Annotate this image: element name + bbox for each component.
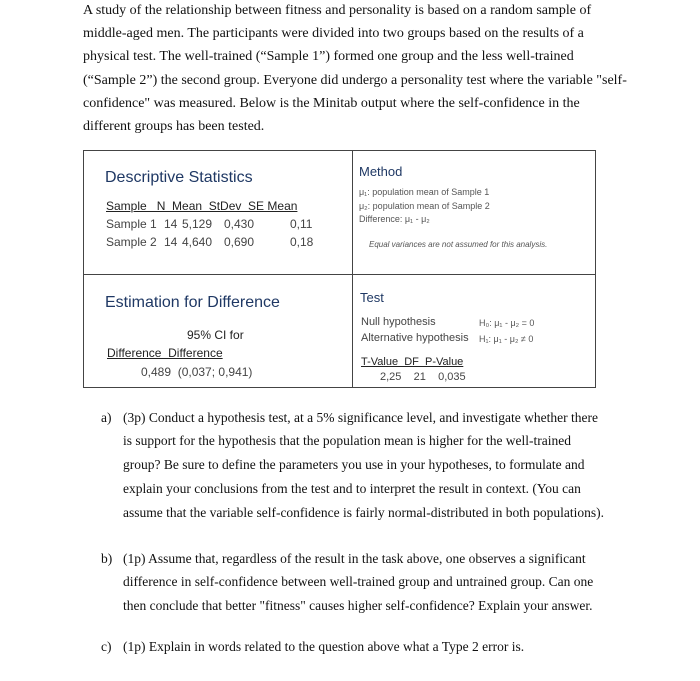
ci-label: 95% CI for: [187, 328, 244, 342]
question-label: a): [101, 410, 112, 425]
null-hypothesis-value: H₀: μ₁ - μ₂ = 0: [479, 318, 535, 328]
stdev-cell: 0,430: [224, 217, 255, 231]
method-note: Equal variances are not assumed for this analysis.: [369, 240, 548, 249]
estimation-title: Estimation for Difference: [105, 294, 280, 311]
method-difference: Difference: μ₁ - μ₂: [359, 214, 430, 224]
vertical-divider: [352, 151, 353, 387]
question-line: (1p) Assume that, regardless of the result in the task above, one observes a significant: [123, 551, 586, 566]
stdev-cell: 0,690: [224, 235, 255, 249]
n-cell: 14: [164, 217, 178, 231]
question-line: (1p) Explain in words related to the question above what a Type 2 error is.: [123, 639, 525, 654]
estimation-value: 0,489 (0,037; 0,941): [141, 365, 253, 379]
intro-line: physical test. The well-trained (“Sample 1”) formed one group and the less well-trained: [83, 49, 574, 64]
test-title: Test: [360, 290, 384, 305]
question-line: difference in self-confidence between well-trained group and untrained group. Can one: [123, 574, 594, 589]
horizontal-divider: [84, 274, 595, 275]
question-line: explain your conclusions from the test and to interpret the result in context. (You can: [123, 481, 581, 496]
method-mu1: μ₁: population mean of Sample 1: [359, 187, 490, 197]
sample-cell: Sample 1: [106, 217, 157, 231]
intro-line: confidence" was measured. Below is the Minitab output where the self-confidence in the: [83, 96, 580, 111]
alt-hypothesis-value: H₁: μ₁ - μ₂ ≠ 0: [479, 334, 534, 344]
test-table-values: 2,25 21 0,035: [380, 371, 466, 383]
null-hypothesis-label: Null hypothesis: [361, 316, 436, 328]
method-title: Method: [359, 164, 403, 179]
method-mu2: μ₂: population mean of Sample 2: [359, 201, 490, 211]
minitab-output-panel: [83, 150, 596, 388]
mean-cell: 4,640: [182, 235, 213, 249]
mean-cell: 5,129: [182, 217, 213, 231]
n-cell: 14: [164, 235, 178, 249]
question-label: c): [101, 639, 112, 654]
intro-line: A study of the relationship between fitness and personality is based on a random sample of: [83, 3, 592, 18]
descriptive-statistics-title: Descriptive Statistics: [105, 169, 253, 186]
estimation-col-header: Difference Difference: [107, 346, 223, 360]
question-line: assume that the variable self-confidence is fairly normal-distributed in both populations).: [123, 505, 604, 520]
question-line: (3p) Conduct a hypothesis test, at a 5% significance level, and investigate whether there: [123, 410, 598, 425]
question-label: b): [101, 551, 113, 566]
test-table-header: T-Value DF P-Value: [361, 356, 464, 368]
intro-line: different groups has been tested.: [83, 119, 265, 134]
intro-line: (“Sample 2”) the second group. Everyone did undergo a personality test where the variable "self-: [83, 73, 627, 88]
sample-cell: Sample 2: [106, 235, 157, 249]
question-line: group? Be sure to define the parameters you use in your hypotheses, to formulate and: [123, 457, 585, 472]
descriptive-table-header: Sample N Mean StDev SE Mean: [106, 199, 298, 213]
se-cell: 0,11: [290, 217, 313, 231]
intro-line: middle-aged men. The participants were divided into two groups based on the results of a: [83, 26, 584, 41]
question-line: then conclude that better "fitness" causes higher self-confidence? Explain your answer.: [123, 598, 593, 613]
question-line: is support for the hypothesis that the population mean is higher for the well-trained: [123, 433, 572, 448]
se-cell: 0,18: [290, 235, 314, 249]
alt-hypothesis-label: Alternative hypothesis: [361, 332, 469, 344]
